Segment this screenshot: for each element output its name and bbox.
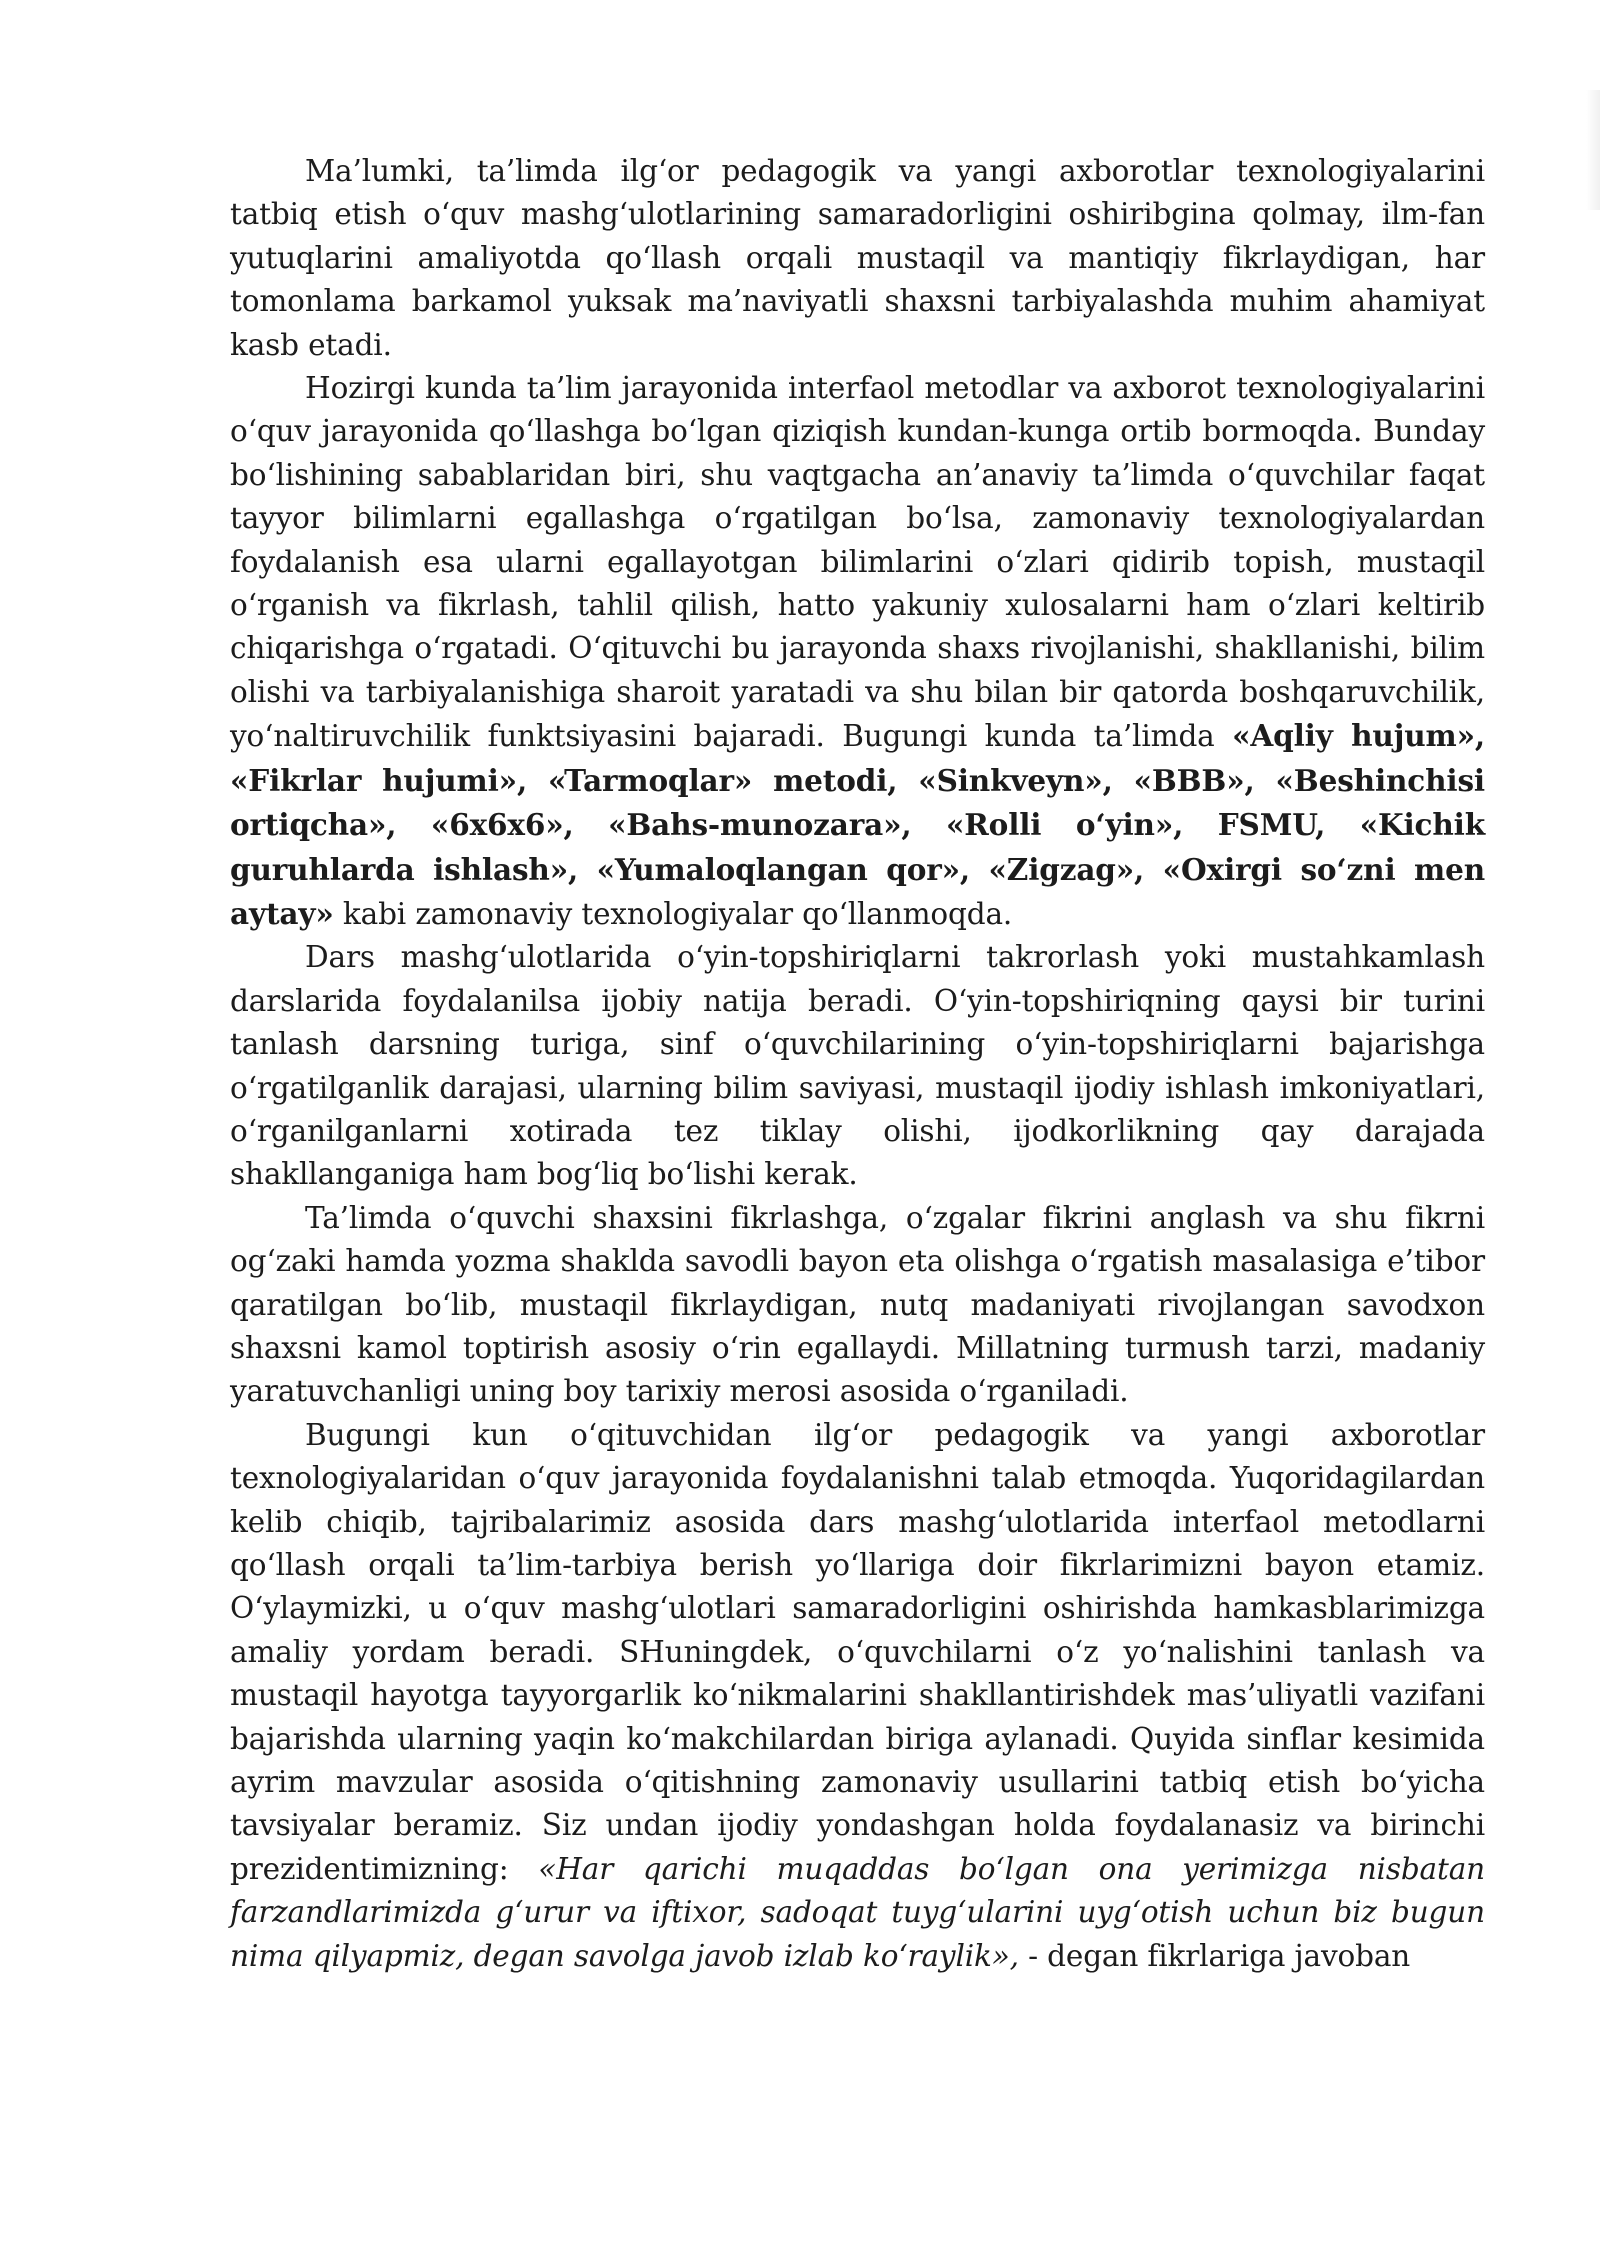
paragraph-text: Ma’lumki, ta’limda ilg‘or pedagogik va yangi axborotlar texnologiyalarini tatbiq etish o‘quv mashg‘ulotlarining samaradorligini oshiribgina qolmay, ilm-fan yutuqlarini amaliyotda qo‘llash orqali mustaqil va mantiqiy fikrlaydigan, har tomonlama barkamol yuksak ma’naviyatli shaxsni tarbiyalashda muhim ahamiyat kasb etadi. — [230, 154, 1485, 362]
page-edge-shadow — [1586, 90, 1600, 210]
paragraph-2 — [230, 367, 1485, 936]
president-quote-italic: «Har qarichi muqaddas bo‘lgan ona yerimizga nisbatan farzandlarimizda g‘urur va iftixor, sadoqat tuyg‘ularini uyg‘otish uchun biz bugun nima qilyapmiz, degan savolga javob izlab ko‘raylik», — [230, 1851, 1485, 1973]
paragraph-text: Hozirgi kunda ta’lim jarayonida interfaol metodlar va axborot texnologiyalarini o‘quv jarayonida qo‘llashga bo‘lgan qiziqish kundan-kunga ortib bormoqda. Bunday bo‘lishining sabablaridan biri, shu vaqtgacha an’anaviy ta’limda o‘quvchilar faqat tayyor bilimlarni egallashga o‘rgatilgan bo‘lsa, zamonaviy texnologiyalardan foydalanish esa ularni egallayotgan bilimlarini o‘zlari qidirib topish, mustaqil o‘rganish va fikrlash, tahlil qilish, hatto yakuniy xulosalarni ham o‘zlari keltirib chiqarishga o‘rgatadi. O‘qituvchi bu jarayonda shaxs rivojlanishi, shakllanishi, bilim olishi va tarbiyalanishiga sharoit yaratadi va shu bilan bir qatorda boshqaruvchilik, yo‘naltiruvchilik funktsiyasini bajaradi. Bugungi kunda ta’limda — [230, 371, 1485, 754]
paragraph-text: Bugungi kun o‘qituvchidan ilg‘or pedagogik va yangi axborotlar texnologiyalaridan o‘quv jarayonida foydalanishni talab etmoqda. Yuqoridagilardan kelib chiqib, tajribalarimiz asosida dars mashg‘ulotlarida interfaol metodlarni qo‘llash orqali ta’lim-tarbiya berish yo‘llariga doir fikrlarimizni bayon etamiz. O‘ylaymizki, u o‘quv mashg‘ulotlari samaradorligini oshirishda hamkasblarimizga amaliy yordam beradi. SHuningdek, o‘quvchilarni o‘z yo‘nalishini tanlash va mustaqil hayotga tayyorgarlik ko‘nikmalarini shakllantirishdek mas’uliyatli vazifani bajarishda ularning yaqin ko‘makchilardan biriga aylanadi. Quyida sinflar kesimida ayrim mavzular asosida o‘qitishning zamonaviy usullarini tatbiq etish bo‘yicha tavsiyalar beramiz. Siz undan ijodiy yondashgan holda foydalanasiz va birinchi prezidentimizning: — [230, 1417, 1485, 1886]
document-body — [230, 150, 1485, 1978]
paragraph-text: kabi zamonaviy texnologiyalar qo‘llanmoqda. — [333, 896, 1013, 931]
paragraph-text: Ta’limda o‘quvchi shaxsini fikrlashga, o‘zgalar fikrini anglash va shu fikrni og‘zaki hamda yozma shaklda savodli bayon eta olishga o‘rgatish masalasiga e’tibor qaratilgan bo‘lib, mustaqil fikrlaydigan, nutq madaniyati rivojlangan savodxon shaxsni kamol toptirish asosiy o‘rin egallaydi. Millatning turmush tarzi, madaniy yaratuvchanligi uning boy tarixiy merosi asosida o‘rganiladi. — [230, 1200, 1485, 1409]
paragraph-text: Dars mashg‘ulotlarida o‘yin-topshiriqlarni takrorlash yoki mustahkamlash darslarida foydalanilsa ijobiy natija beradi. O‘yin-topshiriqning qaysi bir turini tanlash darsning turiga, sinf o‘quvchilarining o‘yin-topshiriqlarni bajarishga o‘rgatilganlik darajasi, ularning bilim saviyasi, mustaqil ijodiy ishlash imkoniyatlari, o‘rganilganlarni xotirada tez tiklay olishi, ijodkorlikning qay darajada shakllanganiga ham bog‘liq bo‘lishi kerak. — [230, 940, 1485, 1192]
paragraph-4 — [230, 1197, 1485, 1414]
methods-list-bold: «Aqliy hujum», «Fikrlar hujumi», «Tarmoqlar» metodi, «Sinkveyn», «BBB», «Beshinchisi ortiqcha», «6x6x6», «Bahs-munozara», «Rolli o‘yin», FSMU, «Kichik guruhlarda ishlash», «Yumaloqlangan qor», «Zigzag», «Oxirgi so‘zni men aytay» — [230, 718, 1486, 931]
paragraph-1 — [230, 150, 1485, 367]
paragraph-3 — [230, 936, 1485, 1196]
paragraph-text: - degan fikrlariga javoban — [1018, 1938, 1411, 1973]
paragraph-5 — [230, 1414, 1485, 1978]
